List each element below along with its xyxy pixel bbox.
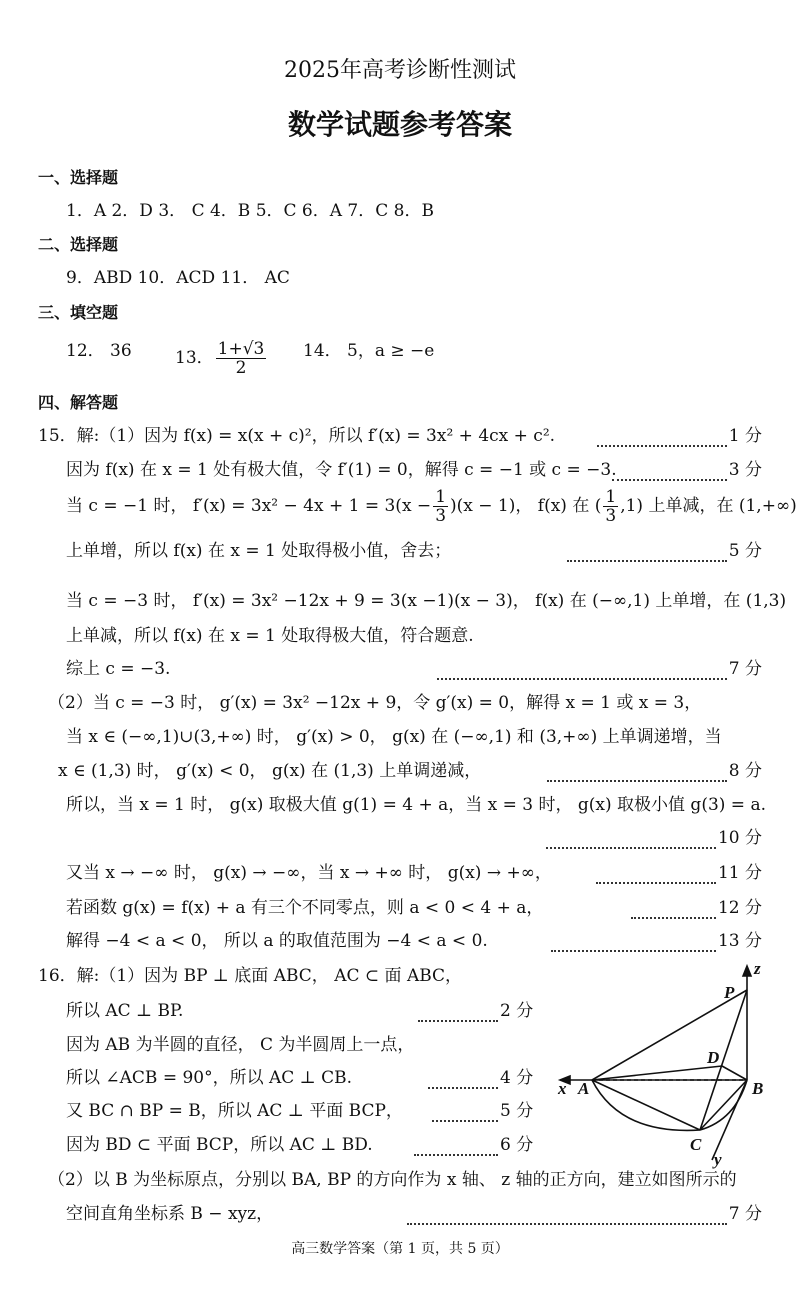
q15-line: 当 c = −3 时， f′(x) = 3x² −12x + 9 = 3(x −1)(x − 3)， f(x) 在 (−∞,1) 上单增，在 (1,3) [66, 591, 787, 611]
q16-line: 又 BC ∩ BP = B，所以 AC ⊥ 平面 BCP， [66, 1101, 403, 1121]
denominator: 2 [235, 358, 247, 378]
q15-line: 因为 f(x) 在 x = 1 处有极大值，令 f′(1) = 0，解得 c = −1 或 c = −3. [66, 460, 617, 480]
score: 11 分 [596, 862, 762, 884]
q15-line: 上单增，所以 f(x) 在 x = 1 处取得极小值，舍去； [66, 541, 452, 561]
label-z: z [754, 960, 761, 978]
page-title: 数学试题参考答案 [287, 108, 512, 141]
q15-line: x ∈ (1,3) 时， g′(x) < 0， g(x) 在 (1,3) 上单调递减， [58, 761, 482, 781]
q16-line: 因为 AB 为半圆的直径， C 为半圆周上一点， [66, 1035, 415, 1055]
fraction [216, 340, 267, 377]
numerator: 1+√3 [217, 339, 265, 359]
q16-line: 因为 BD ⊂ 平面 BCP，所以 AC ⊥ BD. [66, 1135, 373, 1155]
geometry-figure [550, 960, 780, 1170]
score: 3 分 [612, 459, 762, 481]
label-A: A [578, 1079, 590, 1098]
section-heading: 一、选择题 [38, 168, 119, 187]
label-D: D [707, 1048, 720, 1067]
q16-line: 空间直角坐标系 B − xyz， [66, 1204, 274, 1224]
segment-CB [700, 1080, 747, 1130]
label-B: B [752, 1079, 764, 1098]
exam-title: 2025年高考诊断性测试 [284, 58, 516, 83]
q15-line: 上单减，所以 f(x) 在 x = 1 处取得极大值，符合题意. [66, 626, 474, 646]
score: 7 分 [407, 1203, 762, 1225]
answer-line: 9．ABD 10．ACD 11． AC [66, 268, 290, 288]
label-P: P [724, 983, 735, 1002]
z-arrow [743, 966, 751, 976]
q15-line: （2）当 c = −3 时， g′(x) = 3x² −12x + 9，令 g′(x) = 0，解得 x = 1 或 x = 3， [48, 693, 702, 713]
label-C: C [690, 1135, 702, 1154]
q16-line: 所以 AC ⊥ BP. [66, 1001, 184, 1021]
score: 12 分 [631, 897, 762, 919]
score: 1 分 [597, 425, 762, 447]
score: 10 分 [546, 827, 762, 849]
page-footer: 高三数学答案（第 1 页，共 5 页） [291, 1241, 509, 1257]
answer-13-label: 13． [175, 348, 214, 368]
section-heading: 三、填空题 [38, 303, 119, 322]
answer-line: 1．A 2．D 3． C 4．B 5．C 6．A 7．C 8．B [66, 201, 434, 221]
answer-12: 12． 36 [66, 341, 132, 361]
q15-line: 又当 x → −∞ 时， g(x) → −∞，当 x → +∞ 时， g(x) → +∞， [66, 863, 552, 883]
q16-line: （2）以 B 为坐标原点，分别以 BA, BP 的方向作为 x 轴、 z 轴的正方向，建立如图所示的 [48, 1170, 737, 1190]
q15-line: 综上 c = −3. [66, 659, 171, 679]
score: 13 分 [551, 930, 762, 952]
segment-BD [722, 1066, 747, 1080]
q16-line: 所以 ∠ACB = 90°，所以 AC ⊥ CB. [66, 1068, 352, 1088]
score: 7 分 [437, 658, 762, 680]
q15-line: 解得 −4 < a < 0， 所以 a 的取值范围为 −4 < a < 0. [66, 931, 488, 951]
score: 8 分 [547, 760, 762, 782]
section-heading: 二、选择题 [38, 235, 119, 254]
section-heading: 四、解答题 [38, 393, 119, 412]
label-x: x [558, 1079, 567, 1098]
q16-line: 16．解:（1）因为 BP ⊥ 底面 ABC， AC ⊂ 面 ABC， [38, 966, 463, 986]
score: 5 分 [432, 1100, 533, 1122]
segment-AC [592, 1080, 700, 1130]
score: 5 分 [567, 540, 762, 562]
label-y: y [714, 1150, 722, 1169]
score: 4 分 [428, 1067, 533, 1089]
q15-line: 当 x ∈ (−∞,1)∪(3,+∞) 时， g′(x) > 0， g(x) 在 (−∞,1) 和 (3,+∞) 上单调递增，当 [66, 727, 722, 747]
answer-14: 14． 5，a ≥ −e [303, 341, 435, 361]
q15-line: 所以，当 x = 1 时， g(x) 取极大值 g(1) = 4 + a，当 x = 3 时， g(x) 取极小值 g(3) = a. [66, 795, 766, 815]
score: 2 分 [418, 1000, 533, 1022]
q15-line: 若函数 g(x) = f(x) + a 有三个不同零点，则 a < 0 < 4 + a， [66, 898, 544, 918]
score: 6 分 [414, 1134, 533, 1156]
q15-line: 15．解:（1）因为 f(x) = x(x + c)²，所以 f′(x) = 3x² + 4cx + c². [38, 426, 556, 446]
answer-13 [175, 340, 268, 377]
q15-line: 当 c = −1 时， f′(x) = 3x² − 4x + 1 = 3(x − $\frac{1}{3}$ )(x − 1)， f(x) 在 ( $\frac{1}{3}$ ,1) 上单减，在 (1,+∞) [66, 487, 797, 526]
